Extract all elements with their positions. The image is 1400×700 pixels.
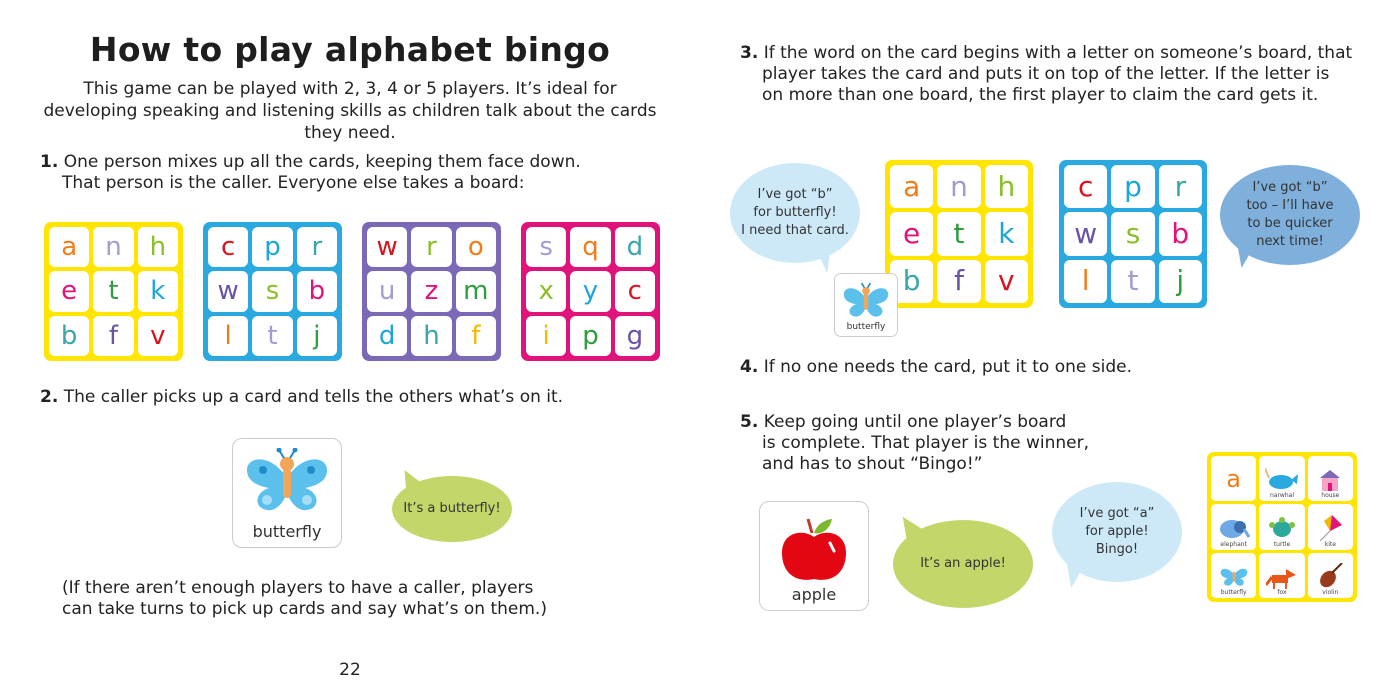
- bubble-text: to be quicker: [1247, 216, 1333, 231]
- letter-cell: f: [93, 316, 133, 356]
- letter-cell: w: [367, 227, 407, 267]
- bubble-text: I’ve got “b”: [757, 187, 833, 202]
- letter-cell: f: [456, 316, 496, 356]
- letter-board-yellow: [44, 222, 183, 361]
- letter-cell: s: [1111, 212, 1154, 255]
- picture-cell: [1308, 456, 1353, 501]
- letter-cell: d: [615, 227, 655, 267]
- butterfly-icon: [1218, 565, 1250, 589]
- letter-cell: a: [49, 227, 89, 267]
- letter-cell: r: [411, 227, 451, 267]
- picture-label: violin: [1322, 588, 1339, 596]
- picture-label: turtle: [1273, 540, 1291, 548]
- letter-cell: j: [1159, 260, 1202, 303]
- step-5: [740, 412, 1089, 475]
- page-title: How to play alphabet bingo: [89, 30, 611, 69]
- speech-bubble-butterfly: [392, 476, 512, 542]
- step-text: One person mixes up all the cards, keeping them face down.: [63, 152, 581, 172]
- bubble-text: I’ve got “b”: [1252, 180, 1328, 195]
- house-icon: [1318, 468, 1342, 492]
- bubble-text: next time!: [1256, 234, 1324, 249]
- picture-cell: [1259, 504, 1304, 549]
- step-number: 3.: [740, 43, 759, 63]
- letter-cell: a: [890, 165, 933, 208]
- bubble-text: It’s a butterfly!: [403, 501, 501, 516]
- kite-icon: [1318, 515, 1342, 541]
- elephant-icon: [1218, 517, 1250, 541]
- card-label: butterfly: [252, 522, 322, 541]
- letter-cell: n: [937, 165, 980, 208]
- step-number: 4.: [740, 357, 759, 377]
- bubble-text: It’s an apple!: [920, 556, 1006, 571]
- letter-cell: q: [570, 227, 610, 267]
- step-number: 5.: [740, 412, 759, 432]
- letter-cell: z: [411, 271, 451, 311]
- letter-board-blue: [1059, 160, 1207, 308]
- letter-cell: y: [570, 271, 610, 311]
- picture-cell: [1308, 553, 1353, 598]
- letter-cell: c: [208, 227, 248, 267]
- letter-cell: c: [1064, 165, 1107, 208]
- bubble-text: I need that card.: [741, 223, 849, 238]
- bubble-text: for butterfly!: [753, 205, 837, 220]
- step-number: 2.: [40, 387, 59, 407]
- page-number: 22: [339, 660, 361, 680]
- step-text: player takes the card and puts it on top of the letter. If the letter is: [762, 64, 1330, 84]
- picture-label: butterfly: [1220, 588, 1247, 596]
- letter-board-pink: [521, 222, 660, 361]
- speech-bubble-got-b-too: [1220, 165, 1360, 265]
- step-3: [740, 43, 1352, 106]
- letter-cell: r: [1159, 165, 1202, 208]
- letter-cell: o: [456, 227, 496, 267]
- picture-cell: [1259, 553, 1304, 598]
- letter-cell: s: [252, 271, 292, 311]
- letter-board-purple: [362, 222, 501, 361]
- letter-cell: l: [208, 316, 248, 356]
- step-2: [40, 387, 563, 408]
- letter-cell: h: [138, 227, 178, 267]
- letter-cell: d: [367, 316, 407, 356]
- letter-cell: e: [890, 212, 933, 255]
- picture-cell: [1211, 456, 1256, 501]
- letter-board-blue: [203, 222, 342, 361]
- letter-cell: t: [93, 271, 133, 311]
- picture-label: house: [1321, 492, 1340, 500]
- note-text: [62, 578, 547, 620]
- apple-card: [759, 501, 869, 611]
- butterfly-icon: [241, 448, 333, 520]
- letter-cell: b: [890, 260, 933, 303]
- picture-label: narwhal: [1269, 492, 1294, 500]
- letter-cell: g: [615, 316, 655, 356]
- step-text: on more than one board, the first player to claim the card gets it.: [762, 85, 1319, 105]
- letter-cell: j: [297, 316, 337, 356]
- letter-a: a: [1226, 464, 1242, 493]
- letter-cell: h: [985, 165, 1028, 208]
- letter-cell: e: [49, 271, 89, 311]
- small-butterfly-card: [834, 273, 898, 337]
- narwhal-icon: [1265, 468, 1299, 492]
- bubble-text: too – I’ll have: [1246, 198, 1334, 213]
- letter-cell: x: [526, 271, 566, 311]
- letter-cell: t: [1111, 260, 1154, 303]
- butterfly-card: [232, 438, 342, 548]
- bubble-text: I’ve got “a”: [1079, 506, 1155, 521]
- intro-text: This game can be played with 2, 3, 4 or 5 players. It’s ideal for developing speaking and listening skills as children talk about the cards they need.: [43, 79, 657, 143]
- letter-cell: p: [570, 316, 610, 356]
- step-text: is complete. That player is the winner,: [762, 433, 1090, 453]
- note-line: can take turns to pick up cards and say what’s on them.): [62, 599, 547, 619]
- step-text: If the word on the card begins with a letter on someone’s board, that: [763, 43, 1353, 63]
- picture-label: kite: [1324, 540, 1336, 548]
- letter-cell: h: [411, 316, 451, 356]
- step-text: That person is the caller. Everyone else takes a board:: [62, 173, 525, 193]
- step-number: 1.: [40, 152, 59, 172]
- letter-cell: f: [937, 260, 980, 303]
- picture-label: fox: [1277, 588, 1287, 596]
- turtle-icon: [1268, 517, 1296, 541]
- fox-icon: [1266, 565, 1298, 589]
- letter-cell: t: [937, 212, 980, 255]
- butterfly-icon: [839, 282, 893, 322]
- letter-cell: k: [138, 271, 178, 311]
- speech-bubble-got-b: [730, 163, 860, 263]
- letter-cell: v: [985, 260, 1028, 303]
- step-text: The caller picks up a card and tells the others what’s on it.: [63, 387, 564, 407]
- letter-cell: l: [1064, 260, 1107, 303]
- step-1: [40, 152, 581, 194]
- speech-bubble-apple: [893, 520, 1033, 608]
- bubble-text: for apple!: [1085, 524, 1149, 539]
- step-text: and has to shout “Bingo!”: [762, 454, 983, 474]
- picture-cell: [1211, 504, 1256, 549]
- violin-icon: [1316, 563, 1344, 589]
- picture-cell: [1211, 553, 1256, 598]
- letter-cell: w: [1064, 212, 1107, 255]
- note-line: (If there aren’t enough players to have a caller, players: [62, 578, 534, 598]
- letter-cell: t: [252, 316, 292, 356]
- letter-cell: v: [138, 316, 178, 356]
- step-4: [740, 357, 1132, 378]
- letter-cell: i: [526, 316, 566, 356]
- apple-icon: [774, 515, 854, 585]
- step-text: If no one needs the card, put it to one side.: [763, 357, 1132, 377]
- letter-cell: s: [526, 227, 566, 267]
- bubble-text: Bingo!: [1095, 542, 1139, 557]
- picture-cell: [1308, 504, 1353, 549]
- letter-cell: w: [208, 271, 248, 311]
- letter-cell: n: [93, 227, 133, 267]
- card-label: butterfly: [846, 322, 886, 332]
- letter-cell: r: [297, 227, 337, 267]
- letter-cell: b: [49, 316, 89, 356]
- letter-cell: u: [367, 271, 407, 311]
- letter-cell: m: [456, 271, 496, 311]
- letter-cell: k: [985, 212, 1028, 255]
- picture-cell: [1259, 456, 1304, 501]
- picture-label: elephant: [1220, 540, 1247, 548]
- letter-board-yellow: [885, 160, 1033, 308]
- step-text: Keep going until one player’s board: [763, 412, 1067, 432]
- letter-cell: b: [297, 271, 337, 311]
- letter-cell: b: [1159, 212, 1202, 255]
- picture-bingo-board: [1207, 452, 1357, 602]
- letter-cell: p: [1111, 165, 1154, 208]
- letter-cell: p: [252, 227, 292, 267]
- speech-bubble-bingo: [1052, 482, 1182, 582]
- letter-cell: c: [615, 271, 655, 311]
- card-label: apple: [791, 585, 837, 604]
